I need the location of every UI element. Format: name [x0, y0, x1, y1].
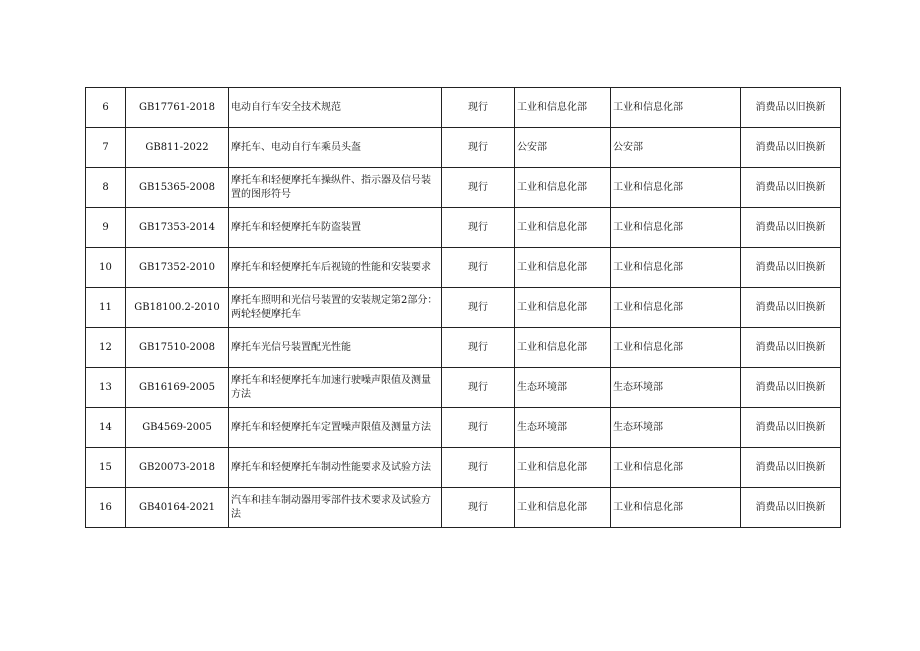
table-row	[86, 368, 841, 408]
table-row	[86, 488, 841, 528]
department-primary: 公安部	[515, 128, 611, 168]
department-primary: 生态环境部	[515, 408, 611, 448]
row-number: 10	[86, 248, 126, 288]
standard-status: 现行	[442, 248, 515, 288]
department-primary: 工业和信息化部	[515, 208, 611, 248]
standard-name: 摩托车和轻便摩托车后视镜的性能和安装要求	[229, 248, 442, 288]
standards-table-body	[86, 88, 841, 528]
department-secondary: 工业和信息化部	[611, 88, 741, 128]
standard-name: 摩托车和轻便摩托车加速行驶噪声限值及测量方法	[229, 368, 442, 408]
department-primary: 工业和信息化部	[515, 448, 611, 488]
standard-code: GB15365-2008	[126, 168, 229, 208]
standard-status: 现行	[442, 128, 515, 168]
standard-status: 现行	[442, 368, 515, 408]
row-number: 9	[86, 208, 126, 248]
standard-code: GB17353-2014	[126, 208, 229, 248]
standard-status: 现行	[442, 168, 515, 208]
standard-name: 摩托车和轻便摩托车制动性能要求及试验方法	[229, 448, 442, 488]
standard-code: GB40164-2021	[126, 488, 229, 528]
standard-name: 汽车和挂车制动器用零部件技术要求及试验方法	[229, 488, 442, 528]
row-number: 11	[86, 288, 126, 328]
standard-name: 摩托车和轻便摩托车操纵件、指示器及信号装置的图形符号	[229, 168, 442, 208]
department-secondary: 工业和信息化部	[611, 288, 741, 328]
category: 消费品以旧换新	[741, 88, 841, 128]
row-number: 13	[86, 368, 126, 408]
standard-code: GB811-2022	[126, 128, 229, 168]
standard-status: 现行	[442, 208, 515, 248]
category: 消费品以旧换新	[741, 208, 841, 248]
row-number: 8	[86, 168, 126, 208]
category: 消费品以旧换新	[741, 288, 841, 328]
standard-code: GB17510-2008	[126, 328, 229, 368]
standard-status: 现行	[442, 448, 515, 488]
category: 消费品以旧换新	[741, 128, 841, 168]
row-number: 16	[86, 488, 126, 528]
department-secondary: 工业和信息化部	[611, 488, 741, 528]
standard-code: GB4569-2005	[126, 408, 229, 448]
standard-status: 现行	[442, 288, 515, 328]
row-number: 14	[86, 408, 126, 448]
table-row	[86, 408, 841, 448]
department-primary: 工业和信息化部	[515, 288, 611, 328]
category: 消费品以旧换新	[741, 168, 841, 208]
standard-name: 摩托车照明和光信号装置的安装规定第2部分：两轮轻便摩托车	[229, 288, 442, 328]
standard-name: 电动自行车安全技术规范	[229, 88, 442, 128]
department-secondary: 工业和信息化部	[611, 168, 741, 208]
category: 消费品以旧换新	[741, 488, 841, 528]
department-secondary: 生态环境部	[611, 368, 741, 408]
row-number: 12	[86, 328, 126, 368]
standard-name: 摩托车和轻便摩托车定置噪声限值及测量方法	[229, 408, 442, 448]
department-secondary: 生态环境部	[611, 408, 741, 448]
table-row	[86, 328, 841, 368]
table-row	[86, 248, 841, 288]
standard-status: 现行	[442, 88, 515, 128]
department-primary: 工业和信息化部	[515, 88, 611, 128]
standard-code: GB16169-2005	[126, 368, 229, 408]
department-secondary: 工业和信息化部	[611, 248, 741, 288]
standard-code: GB18100.2-2010	[126, 288, 229, 328]
table-row	[86, 208, 841, 248]
department-primary: 生态环境部	[515, 368, 611, 408]
department-secondary: 工业和信息化部	[611, 328, 741, 368]
standard-name: 摩托车和轻便摩托车防盗装置	[229, 208, 442, 248]
standard-status: 现行	[442, 328, 515, 368]
department-primary: 工业和信息化部	[515, 168, 611, 208]
category: 消费品以旧换新	[741, 248, 841, 288]
category: 消费品以旧换新	[741, 408, 841, 448]
category: 消费品以旧换新	[741, 328, 841, 368]
standards-table	[85, 87, 841, 528]
standard-status: 现行	[442, 488, 515, 528]
department-secondary: 公安部	[611, 128, 741, 168]
row-number: 6	[86, 88, 126, 128]
department-secondary: 工业和信息化部	[611, 448, 741, 488]
department-primary: 工业和信息化部	[515, 248, 611, 288]
category: 消费品以旧换新	[741, 448, 841, 488]
standard-status: 现行	[442, 408, 515, 448]
department-primary: 工业和信息化部	[515, 328, 611, 368]
standard-code: GB17761-2018	[126, 88, 229, 128]
department-secondary: 工业和信息化部	[611, 208, 741, 248]
department-primary: 工业和信息化部	[515, 488, 611, 528]
table-row	[86, 88, 841, 128]
row-number: 7	[86, 128, 126, 168]
standard-code: GB20073-2018	[126, 448, 229, 488]
table-row	[86, 128, 841, 168]
table-row	[86, 168, 841, 208]
table-row	[86, 288, 841, 328]
table-row	[86, 448, 841, 488]
standard-code: GB17352-2010	[126, 248, 229, 288]
standard-name: 摩托车、电动自行车乘员头盔	[229, 128, 442, 168]
standard-name: 摩托车光信号装置配光性能	[229, 328, 442, 368]
row-number: 15	[86, 448, 126, 488]
category: 消费品以旧换新	[741, 368, 841, 408]
